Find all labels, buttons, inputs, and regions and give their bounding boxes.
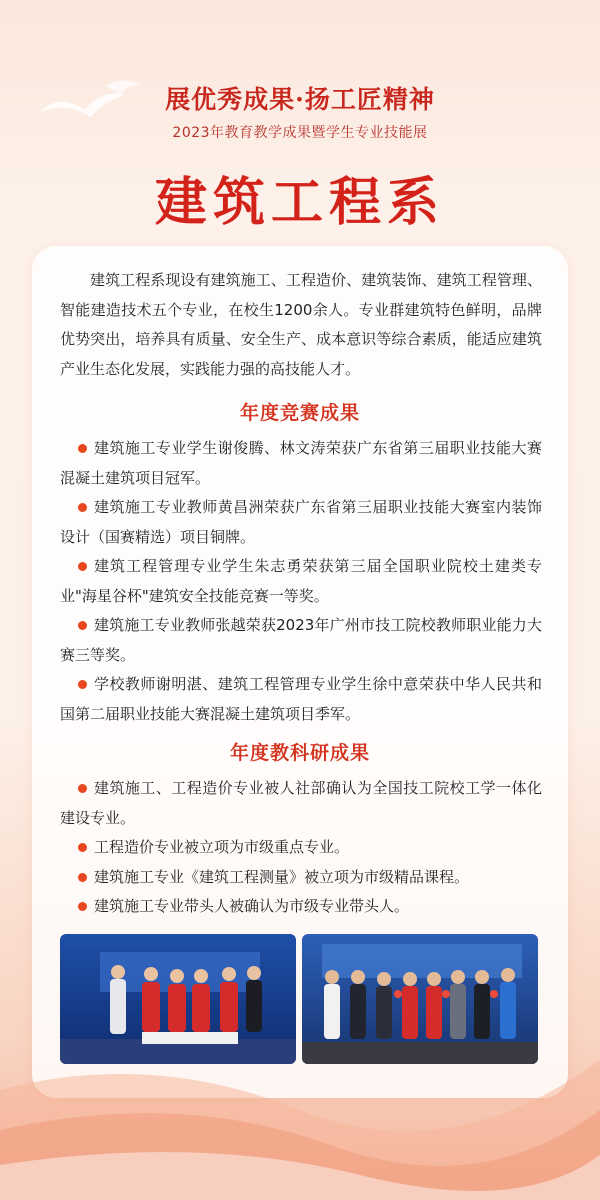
list-item: 建筑施工专业教师张越荣获2023年广州市技工院校教师职业能力大赛三等奖。 bbox=[60, 616, 542, 664]
research-section-title: 年度教科研成果 bbox=[229, 742, 370, 764]
list-item: 工程造价专业被立项为市级重点专业。 bbox=[60, 833, 542, 863]
exhibition-subtitle: 2023年教育教学成果暨学生专业技能展 bbox=[172, 125, 428, 141]
department-title: 建筑工程系 bbox=[154, 172, 445, 233]
slogan: 展优秀成果·扬工匠精神 bbox=[165, 85, 435, 114]
bullet-icon bbox=[78, 444, 87, 453]
list-item: 建筑工程管理专业学生朱志勇荣获第三届全国职业院校土建类专业"海星谷杯"建筑安全技能竞赛一等奖。 bbox=[60, 557, 542, 605]
bullet-icon bbox=[78, 784, 87, 793]
intro-paragraph: 建筑工程系现设有建筑施工、工程造价、建筑装饰、建筑工程管理、智能建造技术五个专业，在校生1200余人。专业群建筑特色鲜明，品牌优势突出，培养具有质量、安全生产、成本意识等综合素质，能适应建筑产业生态化发展，实践能力强的高技能人才。 bbox=[60, 271, 542, 378]
wave-decoration bbox=[0, 940, 600, 1200]
list-item: 建筑施工专业《建筑工程测量》被立项为市级精品课程。 bbox=[60, 863, 542, 893]
list-item: 建筑施工专业学生谢俊腾、林文涛荣获广东省第三届职业技能大赛混凝土建筑项目冠军。 bbox=[60, 439, 542, 487]
header bbox=[0, 80, 600, 142]
list-item: 建筑施工、工程造价专业被人社部确认为全国技工院校工学一体化建设专业。 bbox=[60, 779, 542, 827]
bullet-icon bbox=[78, 562, 87, 571]
bullet-icon bbox=[78, 503, 87, 512]
list-item: 学校教师谢明湛、建筑工程管理专业学生徐中意荣获中华人民共和国第二届职业技能大赛混凝土建筑项目季军。 bbox=[60, 675, 542, 723]
list-item: 建筑施工专业带头人被确认为市级专业带头人。 bbox=[60, 892, 542, 922]
bullet-icon bbox=[78, 680, 87, 689]
competition-list bbox=[60, 434, 542, 729]
research-list bbox=[60, 774, 542, 922]
bullet-icon bbox=[78, 621, 87, 630]
bullet-icon bbox=[78, 873, 87, 882]
list-item: 建筑施工专业教师黄昌洲荣获广东省第三届职业技能大赛室内装饰设计（国赛精选）项目铜牌。 bbox=[60, 498, 542, 546]
bullet-icon bbox=[78, 843, 87, 852]
competition-section-title: 年度竞赛成果 bbox=[239, 402, 360, 424]
bullet-icon bbox=[78, 902, 87, 911]
